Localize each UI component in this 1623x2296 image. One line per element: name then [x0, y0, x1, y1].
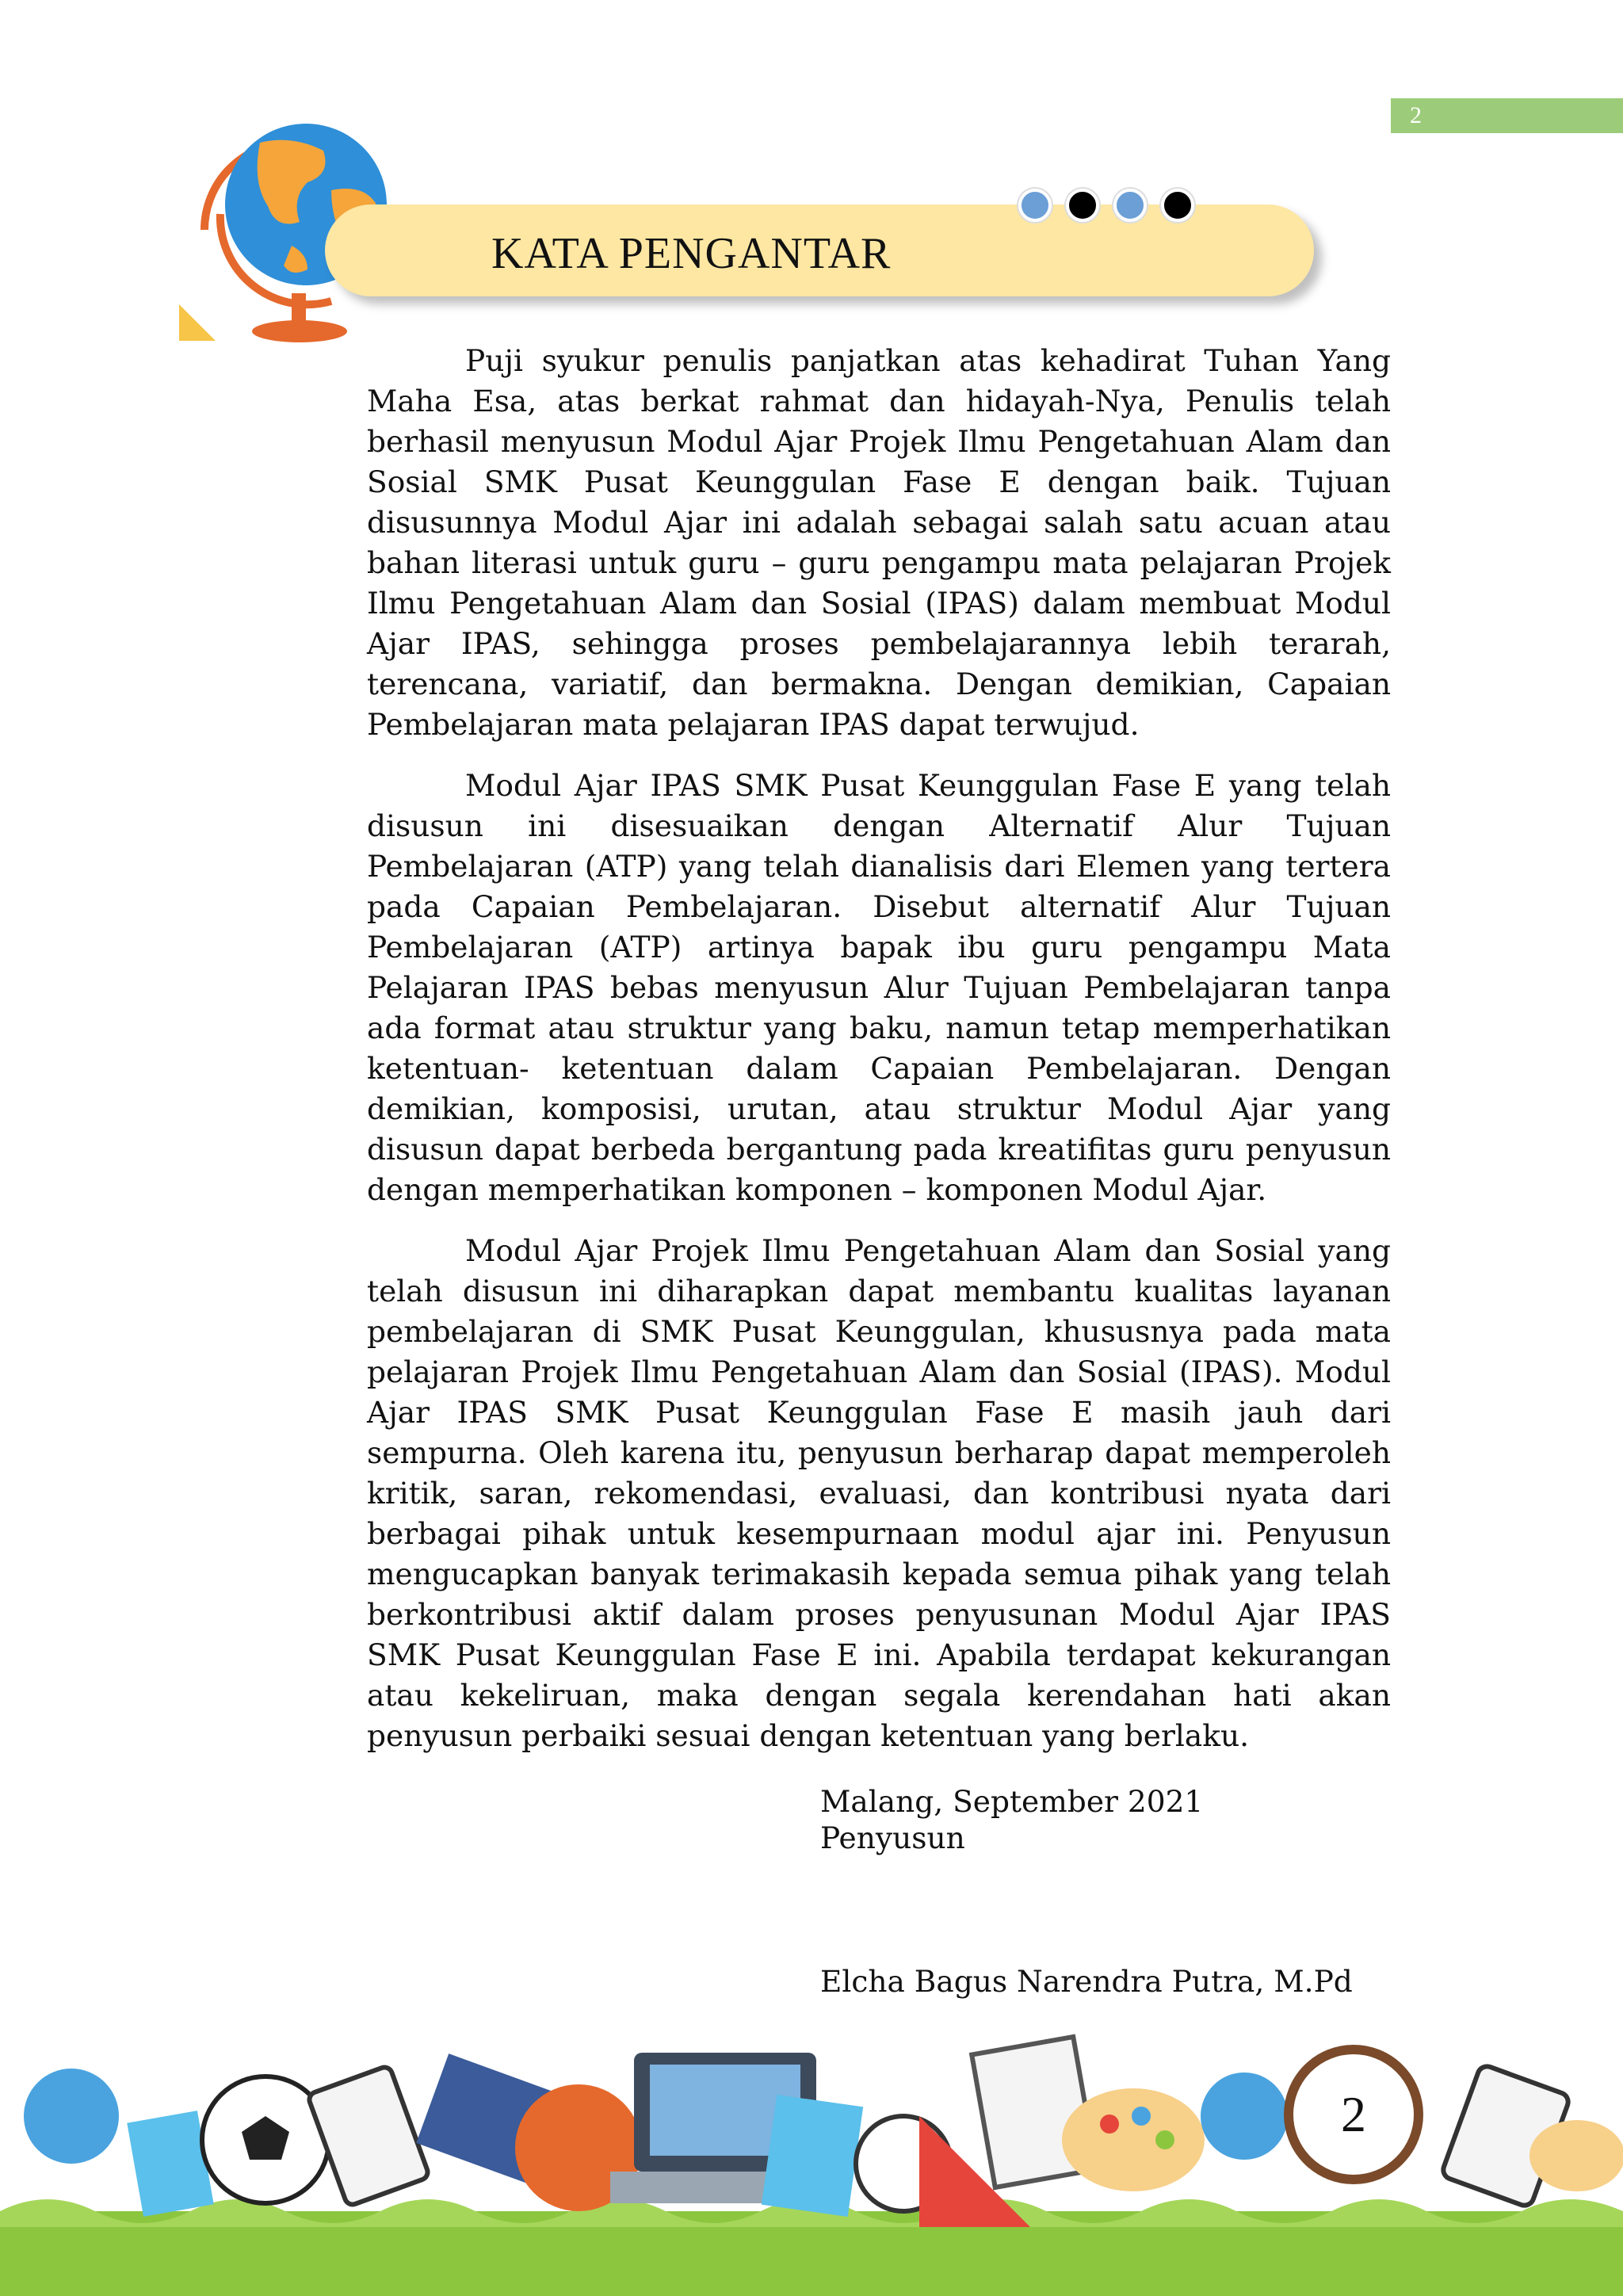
signature-block: [820, 1783, 1203, 1856]
dot-icon: [1066, 189, 1099, 222]
paragraph: Puji syukur penulis panjatkan atas kehadirat Tuhan Yang Maha Esa, atas berkat rahmat dan hidayah-Nya, Penulis telah berhasil menyusun Modul Ajar Projek Ilmu Pengetahuan Alam dan Sosial SMK Pusat Keunggulan Fase E dengan baik. Tujuan disusunnya Modul Ajar ini adalah sebagai salah satu acuan atau bahan literasi untuk guru – guru pengampu mata pelajaran Projek Ilmu Pengetahuan Alam dan Sosial (IPAS) dalam membuat Modul Ajar IPAS, sehingga proses pembelajarannya lebih terarah, terencana, variatif, dan bermakna. Dengan demikian, Capaian Pembelajaran mata pelajaran IPAS dapat terwujud.: [367, 343, 1391, 742]
signature-role: Penyusun: [820, 1820, 965, 1855]
place-date: Malang, September 2021: [820, 1784, 1204, 1819]
signer-name: Elcha Bagus Narendra Putra, M.Pd: [820, 1964, 1353, 1999]
paragraph: Modul Ajar IPAS SMK Pusat Keunggulan Fase E yang telah disusun ini disesuaikan dengan Alternatif Alur Tujuan Pembelajaran (ATP) yang telah dianalisis dari Elemen yang tertera pada Capaian Pembelajaran. Disebut alternatif Alur Tujuan Pembelajaran (ATP) artinya bapak ibu guru pengampu Mata Pelajaran IPAS bebas menyusun Alur Tujuan Pembelajaran tanpa ada format atau struktur yang baku, namun tetap memperhatikan ketentuan- ketentuan dalam Capaian Pembelajaran. Dengan demikian, komposisi, urutan, atau struktur Modul Ajar yang disusun dapat berbeda bergantung pada kreatifitas guru penyusun dengan memperhatikan komponen – komponen Modul Ajar.: [367, 768, 1391, 1207]
preface-body: [367, 341, 1391, 1777]
page-number: 2: [1341, 2086, 1366, 2142]
paragraph: Modul Ajar Projek Ilmu Pengetahuan Alam dan Sosial yang telah disusun ini diharapkan dapat membantu kualitas layanan pembelajaran di SMK Pusat Keunggulan, khususnya pada mata pelajaran Projek Ilmu Pengetahuan Alam dan Sosial (IPAS). Modul Ajar IPAS SMK Pusat Keunggulan Fase E masih jauh dari sempurna. Oleh karena itu, penyusun berharap dapat memperoleh kritik, saran, rekomendasi, evaluasi, dan kontribusi nyata dari berbagai pihak untuk kesempurnaan modul ajar ini. Penyusun mengucapkan banyak terimakasih kepada semua pihak yang telah berkontribusi aktif dalam proses penyusunan Modul Ajar IPAS SMK Pusat Keunggulan Fase E ini. Apabila terdapat kekurangan atau kekeliruan, maka dengan segala kerendahan hati akan penyusun perbaiki sesuai dengan ketentuan yang berlaku.: [367, 1233, 1391, 1753]
page-number-badge: [1284, 2045, 1423, 2184]
dot-icon: [1113, 189, 1147, 222]
dot-icon: [1161, 189, 1194, 222]
ruler-triangle-icon: [179, 304, 216, 341]
decorative-dots: [1018, 189, 1194, 222]
page-number-tab: 2: [1391, 98, 1623, 133]
dot-icon: [1018, 189, 1052, 222]
page-title: KATA PENGANTAR: [491, 229, 892, 278]
